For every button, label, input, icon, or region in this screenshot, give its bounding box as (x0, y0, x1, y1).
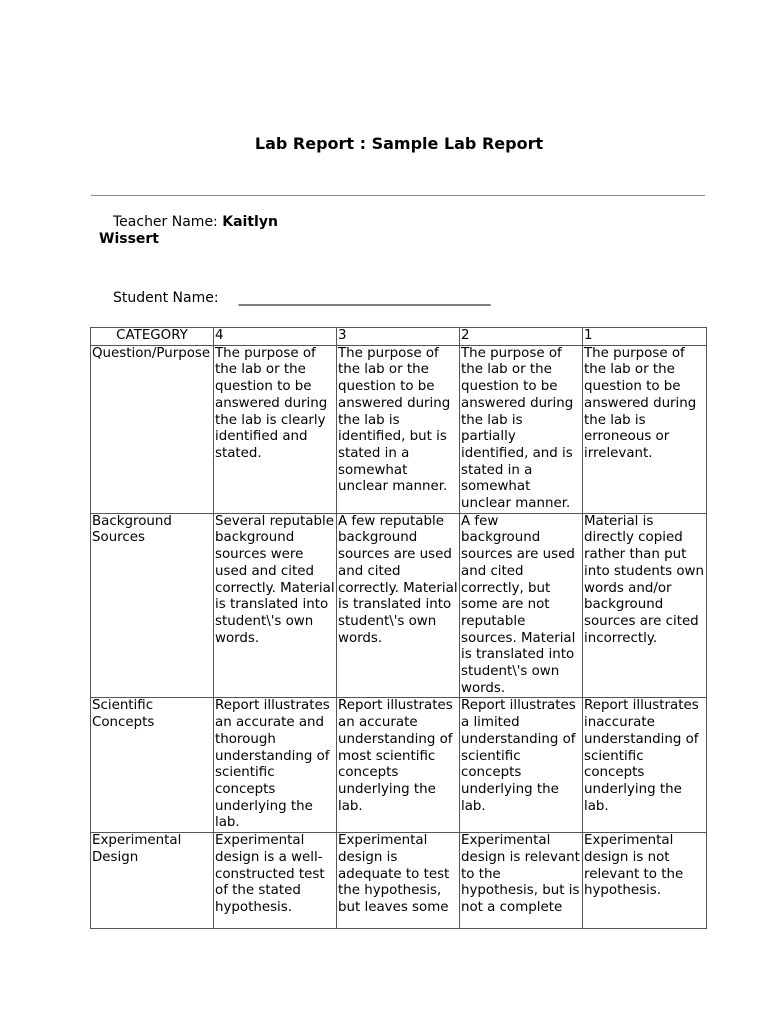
row-category-text: Experimental Design (92, 833, 182, 865)
student-name-blank: ____________________________________ (238, 290, 491, 306)
row-category: Background Sources (91, 513, 214, 698)
table-cell: The purpose of the lab or the question to be answered during the lab is erroneous or irrelevant. (583, 345, 707, 513)
table-row (91, 833, 707, 929)
teacher-name-label: Teacher Name: (113, 214, 218, 230)
table-cell: The purpose of the lab or the question to be answered during the lab is identified, but is stated in a somewhat unclear manner. (337, 345, 460, 513)
header-category: CATEGORY (91, 328, 214, 346)
table-cell: Report illustrates a limited understanding of scientific concepts underlying the lab. (460, 698, 583, 833)
table-cell (337, 833, 460, 929)
table-cell: Several reputable background sources were used and cited correctly. Material is translated into student\'s own words. (214, 513, 337, 698)
table-cell: Material is directly copied rather than put into students own words and/or background sources are cited incorrectly. (583, 513, 707, 698)
table-cell-text: Experimental design is a well-constructed test of the stated hypothesis. (215, 833, 325, 915)
header-score-3: 3 (337, 328, 460, 346)
table-cell: The purpose of the lab or the question to be answered during the lab is clearly identified and stated. (214, 345, 337, 513)
table-cell: Report illustrates an accurate and thorough understanding of scientific concepts underlying the lab. (214, 698, 337, 833)
table-cell: A few background sources are used and cited correctly, but some are not reputable sources. Material is translated into student\'s own words. (460, 513, 583, 698)
table-cell-text: Experimental design is relevant to the hypothesis, but is not a complete (461, 833, 580, 915)
header-score-1: 1 (583, 328, 707, 346)
header-score-2: 2 (460, 328, 583, 346)
teacher-name-value: Kaitlyn Wissert (99, 214, 278, 247)
teacher-name-field (99, 214, 299, 248)
table-row (91, 698, 707, 833)
table-row (91, 345, 707, 513)
student-name-field (113, 290, 491, 307)
table-header-row (91, 328, 707, 346)
row-category: Question/Purpose (91, 345, 214, 513)
table-cell (583, 833, 707, 929)
table-cell: Report illustrates an accurate understanding of most scientific concepts underlying the lab. (337, 698, 460, 833)
horizontal-rule (91, 195, 705, 196)
table-cell: A few reputable background sources are used and cited correctly. Material is translated into student\'s own words. (337, 513, 460, 698)
row-category (91, 833, 214, 929)
table-cell (460, 833, 583, 929)
header-score-4: 4 (214, 328, 337, 346)
rubric-table (90, 327, 707, 929)
document-title: Lab Report : Sample Lab Report (254, 134, 544, 153)
table-cell-text: Experimental design is adequate to test the hypothesis, but leaves some (338, 833, 450, 915)
table-cell-text: Experimental design is not relevant to the hypothesis. (584, 833, 684, 899)
table-row (91, 513, 707, 698)
student-name-label: Student Name: (113, 290, 219, 306)
table-cell: Report illustrates inaccurate understanding of scientific concepts underlying the lab. (583, 698, 707, 833)
table-cell: The purpose of the lab or the question to be answered during the lab is partially identified, and is stated in a somewhat unclear manner. (460, 345, 583, 513)
table-cell (214, 833, 337, 929)
row-category: Scientific Concepts (91, 698, 214, 833)
